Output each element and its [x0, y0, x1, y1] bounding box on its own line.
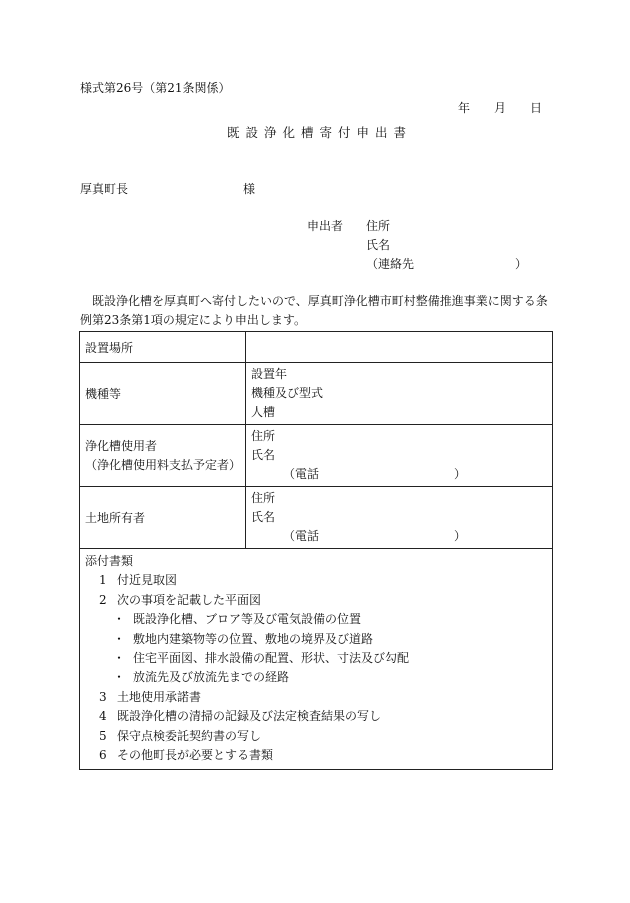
body-text: 既設浄化槽を厚真町へ寄付したいので、厚真町浄化槽市町村整備推進事業に関する条例第23条第1項の規定により申出します。: [80, 294, 548, 327]
applicant-name-label: 氏名: [366, 238, 391, 252]
applicant-address-label: 住所: [366, 219, 391, 233]
model-field[interactable]: [246, 363, 553, 425]
user-label-sub: （浄化槽使用料支払予定者）: [85, 457, 242, 472]
attachment-item: 6 その他町長が必要とする書類: [99, 748, 274, 763]
owner-phone-close: ）: [454, 529, 467, 543]
applicant-label: 申出者: [307, 219, 344, 233]
attachments-heading: 添付書類: [85, 554, 134, 568]
model-type-label: 機種及び型式: [251, 386, 324, 400]
honorific: 様: [243, 182, 256, 196]
attachment-item: 3 土地使用承諾書: [99, 689, 202, 704]
model-label: 機種等: [80, 363, 246, 425]
date-line: 年 月 日: [458, 101, 543, 115]
applicant-contact-label: （連絡先: [366, 257, 415, 271]
user-phone-label: （電話: [283, 467, 320, 481]
attachments-cell: [80, 549, 553, 770]
user-field[interactable]: [246, 425, 553, 487]
attachment-sub-item: ・ 既設浄化槽、ブロア等及び電気設備の位置: [113, 612, 362, 627]
capacity-label: 人槽: [251, 405, 276, 419]
attachment-item: 5 保守点検委託契約書の写し: [99, 728, 262, 743]
owner-field[interactable]: [246, 487, 553, 549]
user-phone-close: ）: [454, 467, 467, 481]
page-title: 既設浄化槽寄付申出書: [227, 125, 413, 140]
application-table: [79, 331, 553, 770]
user-label: [80, 425, 246, 487]
owner-name-label: 氏名: [251, 510, 276, 524]
attachment-item: 4 既設浄化槽の清掃の記録及び法定検査結果の写し: [99, 709, 382, 724]
user-name-label: 氏名: [251, 448, 276, 462]
user-label-main: 浄化槽使用者: [85, 438, 158, 453]
form-number: 様式第26号（第21条関係）: [80, 81, 231, 95]
attachment-item: 2 次の事項を記載した平面図: [99, 592, 262, 607]
addressee: 厚真町長: [80, 182, 129, 196]
user-address-label: 住所: [251, 429, 276, 443]
attachment-item: 1 付近見取図: [99, 573, 178, 588]
attachment-sub-item: ・ 放流先及び放流先までの経路: [113, 670, 290, 685]
attachment-sub-item: ・ 敷地内建築物等の位置、敷地の境界及び道路: [113, 631, 374, 646]
attachment-sub-item: ・ 住宅平面図、排水設備の配置、形状、寸法及び勾配: [113, 651, 410, 666]
owner-address-label: 住所: [251, 491, 276, 505]
installation-year-label: 設置年: [251, 367, 288, 381]
installation-place-label: 設置場所: [80, 332, 246, 363]
owner-phone-label: （電話: [283, 529, 320, 543]
installation-place-field[interactable]: [246, 332, 553, 363]
owner-label: 土地所有者: [80, 487, 246, 549]
applicant-contact-close: ）: [515, 257, 528, 271]
